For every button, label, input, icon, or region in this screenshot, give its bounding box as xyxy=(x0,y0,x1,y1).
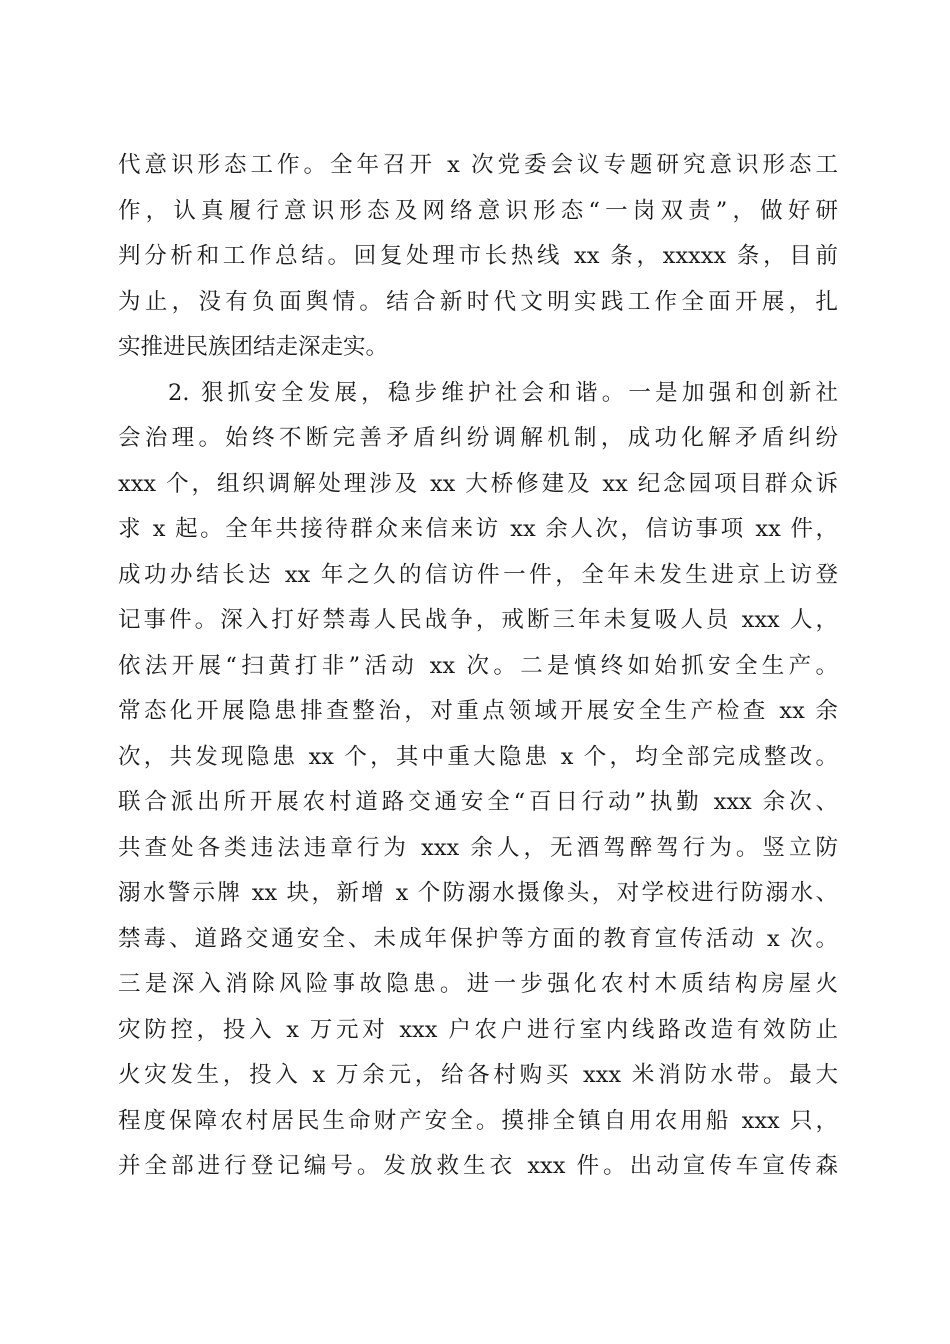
text-line: 成功办结长达 xx 年之久的信访件一件，全年未发生进京上访登 xyxy=(118,561,838,588)
text-line: xxx 个，组织调解处理涉及 xx 大桥修建及 xx 纪念园项目群众诉 xyxy=(118,470,838,497)
text-line: 会治理。始终不断完善矛盾纠纷调解机制，成功化解矛盾纠纷 xyxy=(118,425,838,451)
text-line: 为止，没有负面舆情。结合新时代文明实践工作全面开展，扎 xyxy=(118,288,838,315)
text-line: 禁毒、道路交通安全、未成年保护等方面的教育宣传活动 x 次。 xyxy=(118,925,838,952)
text-line: 联合派出所开展农村道路交通安全“百日行动”执勤 xxx 余次、 xyxy=(118,789,838,815)
text-line: 溺水警示牌 xx 块，新增 x 个防溺水摄像头，对学校进行防溺水、 xyxy=(118,880,838,906)
paragraph-heading-line: 2. 狠抓安全发展，稳步维护社会和谐。一是加强和创新社 xyxy=(168,379,838,406)
text-line: 记事件。深入打好禁毒人民战争，戒断三年未复吸人员 xxx 人， xyxy=(118,607,838,633)
text-line: 次，共发现隐患 xx 个，其中重大隐患 x 个，均全部完成整改。 xyxy=(118,743,838,770)
text-line: 程度保障农村居民生命财产安全。摸排全镇自用农用船 xxx 只， xyxy=(118,1107,838,1134)
text-line: 三是深入消除风险事故隐患。进一步强化农村木质结构房屋火 xyxy=(118,971,838,997)
text-line: 并全部进行登记编号。发放救生衣 xxx 件。出动宣传车宣传森 xyxy=(118,1153,838,1179)
text-line: 依法开展“扫黄打非”活动 xx 次。二是慎终如始抓安全生产。 xyxy=(118,652,838,679)
text-line: 火灾发生，投入 x 万余元，给各村购买 xxx 米消防水带。最大 xyxy=(118,1062,838,1088)
text-line: 作，认真履行意识形态及网络意识形态“一岗双责”，做好研 xyxy=(118,197,838,224)
text-line: 灾防控，投入 x 万元对 xxx 户农户进行室内线路改造有效防止 xyxy=(118,1016,838,1043)
body-text xyxy=(118,143,838,1190)
text-line: 常态化开展隐患排查整治，对重点领域开展安全生产检查 xx 余 xyxy=(118,698,838,724)
text-line: 实推进民族团结走深走实。 xyxy=(118,334,389,360)
text-line: 代意识形态工作。全年召开 x 次党委会议专题研究意识形态工 xyxy=(118,152,838,178)
text-line: 共查处各类违法违章行为 xxx 余人，无酒驾醉驾行为。竖立防 xyxy=(118,834,838,861)
text-line: 判分析和工作总结。回复处理市长热线 xx 条，xxxxx 条，目前 xyxy=(118,243,838,269)
text-line: 求 x 起。全年共接待群众来信来访 xx 余人次，信访事项 xx 件， xyxy=(118,516,838,542)
